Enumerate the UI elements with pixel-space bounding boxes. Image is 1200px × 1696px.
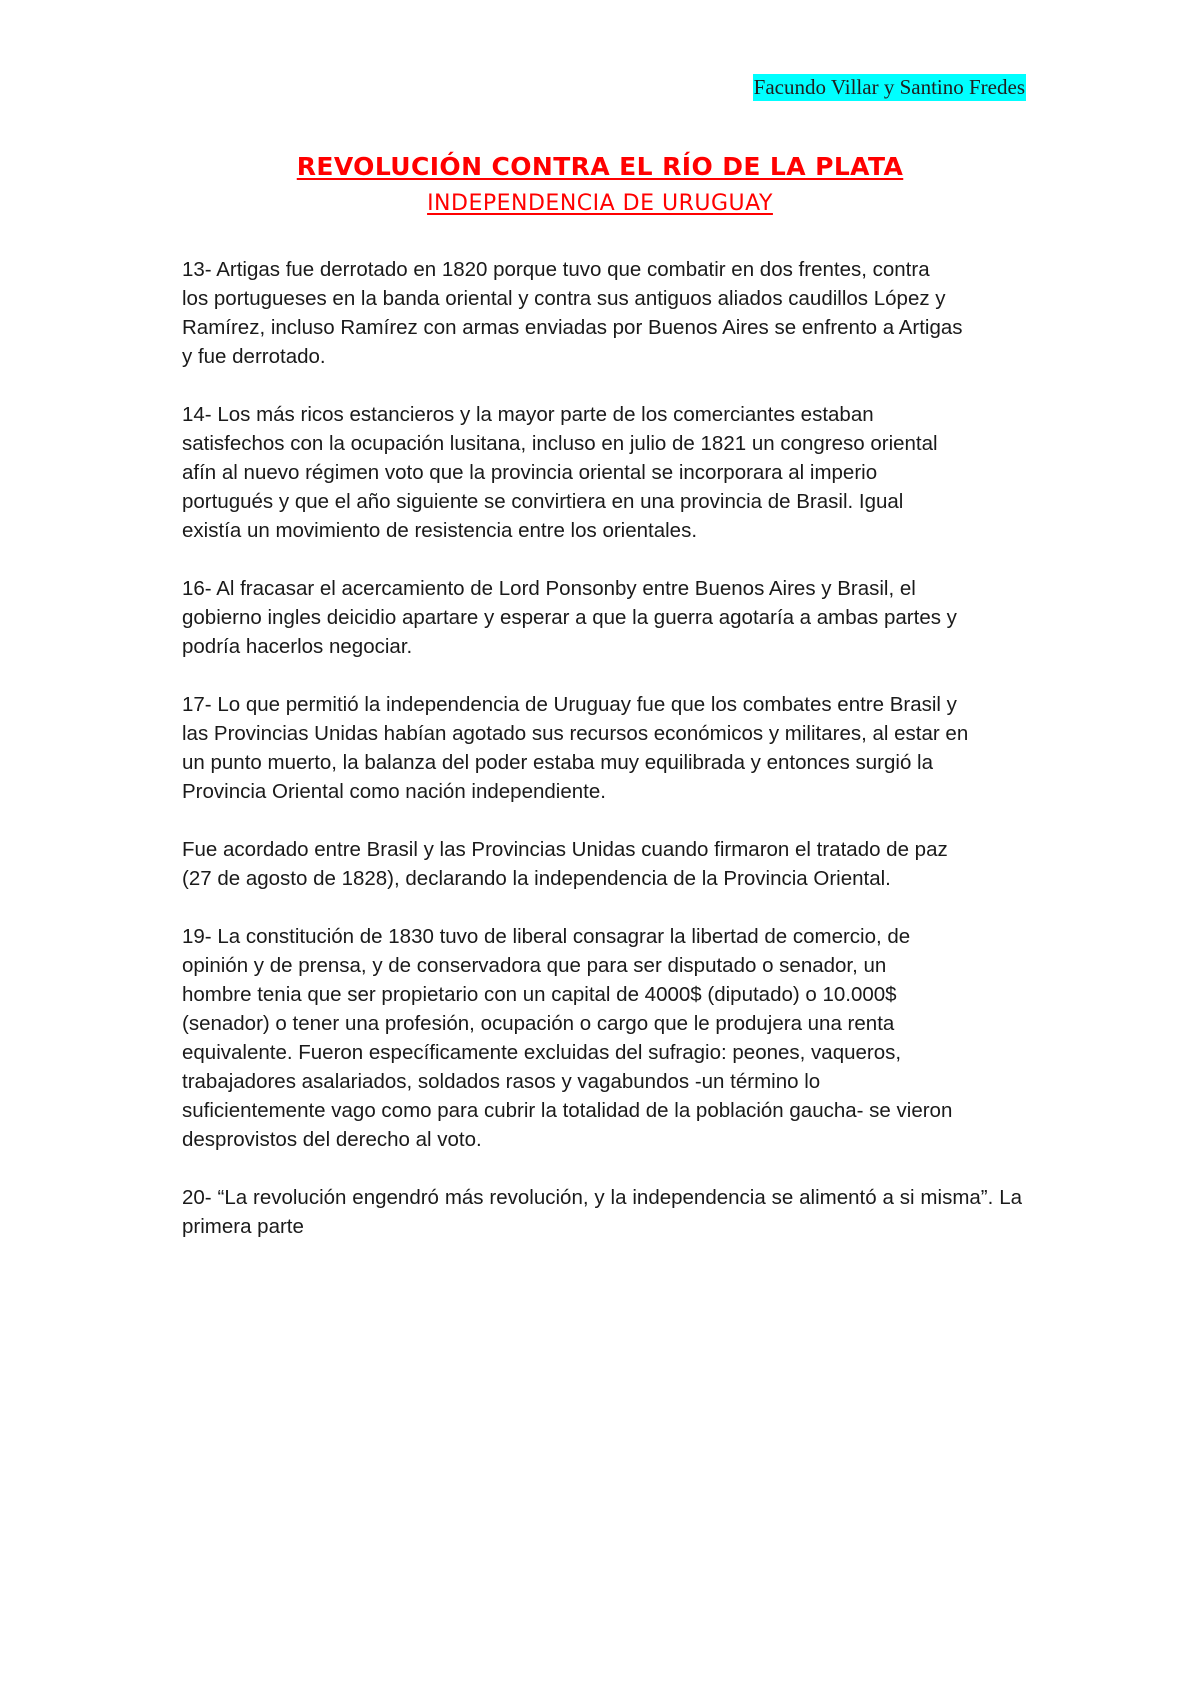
paragraph-19: 19- La constitución de 1830 tuvo de liberal consagrar la libertad de comercio, de opinión y de prensa, y de conservadora que para ser disputado o senador, un hombre tenia que ser propietario con un capital de 4000$ (diputado) o 10.000$ (senador) o tener una profesión, ocupación o cargo que le produjera una renta equivalente. Fueron específicamente excluidas del sufragio: peones, vaqueros, trabajadores asalariados, soldados rasos y vagabundos -un término lo suficientemente vago como para cubrir la totalidad de la población gaucha- se vieron desprovistos del derecho al voto. [182, 925, 953, 1151]
paragraph-17-continuation: Fue acordado entre Brasil y las Provincias Unidas cuando firmaron el tratado de paz (27 de agosto de 1828), declarando la independencia de la Provincia Oriental. [182, 838, 948, 890]
paragraph-13: 13- Artigas fue derrotado en 1820 porque tuvo que combatir en dos frentes, contra los portugueses en la banda oriental y contra sus antiguos aliados caudillos López y Ramírez, incluso Ramírez con armas enviadas por Buenos Aires se enfrento a Artigas y fue derrotado. [182, 258, 963, 368]
paragraph-20: 20- “La revolución engendró más revolución, y la independencia se alimentó a si misma”. La primera parte [182, 1186, 1022, 1238]
document-title: REVOLUCIÓN CONTRA EL RÍO DE LA PLATA [296, 152, 904, 181]
document-subtitle: INDEPENDENCIA DE URUGUAY [427, 191, 773, 216]
paragraph-16: 16- Al fracasar el acercamiento de Lord Ponsonby entre Buenos Aires y Brasil, el gobierno ingles deicidio apartare y esperar a que la guerra agotaría a ambas partes y podría hacerlos negociar. [182, 577, 957, 658]
author-names: Facundo Villar y Santino Fredes [753, 75, 1025, 99]
document-body [182, 255, 1022, 1270]
paragraph-17: 17- Lo que permitió la independencia de Uruguay fue que los combates entre Brasil y las Provincias Unidas habían agotado sus recursos económicos y militares, al estar en un punto muerto, la balanza del poder estaba muy equilibrada y entonces surgió la Provincia Oriental como nación independiente. [182, 693, 969, 803]
paragraph-14: 14- Los más ricos estancieros y la mayor parte de los comerciantes estaban satisfechos con la ocupación lusitana, incluso en julio de 1821 un congreso oriental afín al nuevo régimen voto que la provincia oriental se incorporara al imperio portugués y que el año siguiente se convirtiera en una provincia de Brasil. Igual existía un movimiento de resistencia entre los orientales. [182, 403, 938, 542]
